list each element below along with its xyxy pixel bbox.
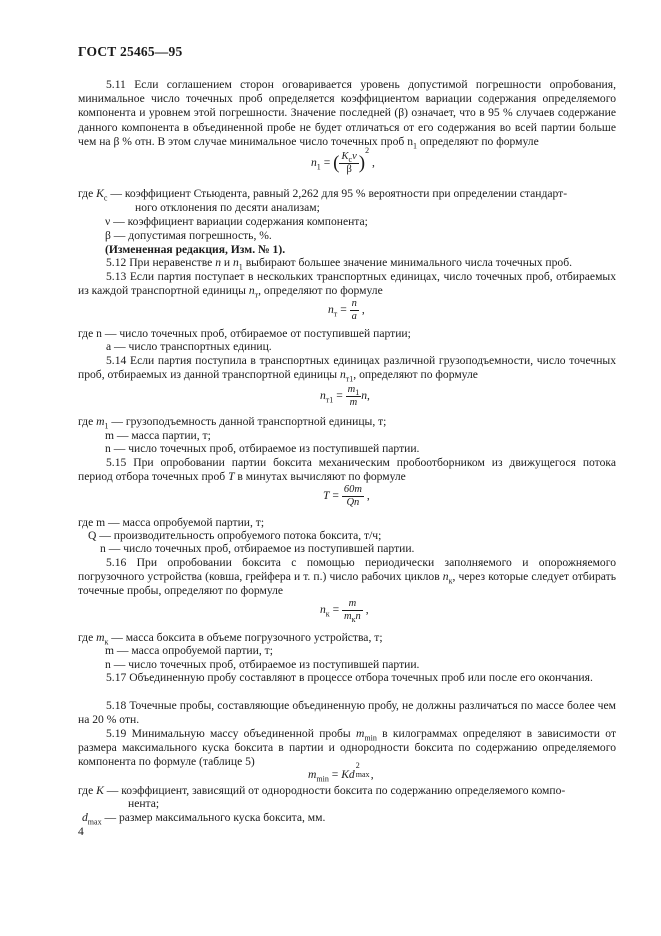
formula-nt: $n_т$ = $\frac{n}{a}$ ,	[328, 298, 365, 322]
formula-n1: $n_1$ = ( $\frac{K_c\nu}{\beta}$ )$^2$ ,	[311, 146, 375, 175]
page-number: 4	[78, 825, 84, 838]
paragraph-5-15: 5.15 При опробовании партии боксита механическим пробоотборником из движущегося потока период отбора точечных проб T в минутах вычисляют по формуле	[78, 456, 616, 484]
paragraph-5-12: 5.12 При неравенстве n и $n_1$ выбирают большее значение минимального числа точечных проб.	[106, 256, 573, 272]
def-m1: где $m_1$ — грузоподъемность данной транспортной единицы, т;	[78, 415, 387, 431]
def-m-515: где m — масса опробуемой партии, т;	[78, 516, 265, 529]
def-nu: ν — коэффициент вариации содержания компонента;	[105, 215, 368, 228]
def-dmax: $d_{max}$ — размер максимального куска боксита, мм.	[82, 811, 326, 827]
def-n-514: n — число точечных проб, отбираемое из поступившей партии.	[105, 442, 420, 455]
def-n-516: n — число точечных проб, отбираемое из поступившей партии.	[105, 658, 420, 671]
document-header: ГОСТ 25465—95	[78, 44, 183, 59]
paragraph-5-18: 5.18 Точечные пробы, составляющие объединенную пробу, не должны различаться по массе более чем на 20 % отн.	[78, 699, 616, 727]
paragraph-5-14: 5.14 Если партия поступила в транспортных единицах различной грузоподъемности, число точечных проб, отбираемых из данной транспортной единицы $n_{т1}$, определяют по формуле	[78, 354, 616, 384]
amendment-note: (Измененная редакция, Изм. № 1).	[105, 243, 286, 256]
def-q-515: Q — производительность опробуемого потока боксита, т/ч;	[88, 529, 382, 542]
def-mk: где $m_к$ — масса боксита в объеме погрузочного устройства, т;	[78, 631, 383, 647]
def-n-515: n — число точечных проб, отбираемое из поступившей партии.	[100, 542, 415, 555]
def-m-514: m — масса партии, т;	[105, 429, 211, 442]
def-kc: где $K_c$ — коэффициент Стьюдента, равный 2,262 для 95 % вероятности при определении стандарт-	[78, 187, 568, 203]
def-a-513: a — число транспортных единиц.	[106, 340, 272, 353]
formula-nt1: $n_{т1}$ = $\frac{m_1}{m}$ n,	[320, 384, 370, 408]
paragraph-5-17: 5.17 Объединенную пробу составляют в процессе отбора точечных проб или после его окончания.	[106, 671, 593, 684]
paragraph-5-16: 5.16 При опробовании боксита с помощью периодически заполняемого и опорожняемого погрузочного устройства (ковша, грейфера и т. п.) число рабочих циклов $n_к$, через которые следует отбирать точечные пробы, определяют по формуле	[78, 556, 616, 598]
formula-nk: $n_к$ = $\frac{m}{m_кn}$ ,	[320, 598, 369, 625]
paragraph-5-19: 5.19 Минимальную массу объединенной пробы $m_{min}$ в килограммах определяют в зависимости от размера максимального куска боксита в партии и однородности боксита по содержанию определяемого компонента по формуле (таблице 5)	[78, 727, 617, 769]
paragraph-5-11: 5.11 Если соглашением сторон оговаривается уровень допустимой погрешности опробования, минимальное число точечных проб определяется коэффициентом вариации содержания определяемого компонента и уровнем этой погрешности. Значение последней (β) означает, что в 95 % случаев содержание данного компонента в объединенной пробе не будет отличаться от его содержания во всей партии больше чем на β % отн. В этом случае минимальное число точечных проб $n_1$ определяют по формуле	[78, 78, 616, 151]
formula-T: T = $\frac{60m}{Qn}$ ,	[323, 484, 370, 508]
def-k-519: где K — коэффициент, зависящий от однородности боксита по содержанию определяемого компо-	[78, 784, 566, 797]
def-k-519-cont: нента;	[128, 797, 160, 810]
def-kc-cont: ного отклонения по десяти анализам;	[135, 201, 320, 214]
def-m-516: m — масса опробуемой партии, т;	[105, 644, 273, 657]
paragraph-5-13: 5.13 Если партия поступает в нескольких транспортных единицах, число точечных проб, отбираемых из каждой транспортной единицы $n_т$, определяют по формуле	[78, 270, 616, 300]
formula-mmin: $m_{min} = Kd$ 2 max ,	[308, 761, 374, 784]
def-n-513: где n — число точечных проб, отбираемое от поступившей партии;	[78, 327, 411, 340]
def-beta: β — допустимая погрешность, %.	[105, 229, 272, 242]
